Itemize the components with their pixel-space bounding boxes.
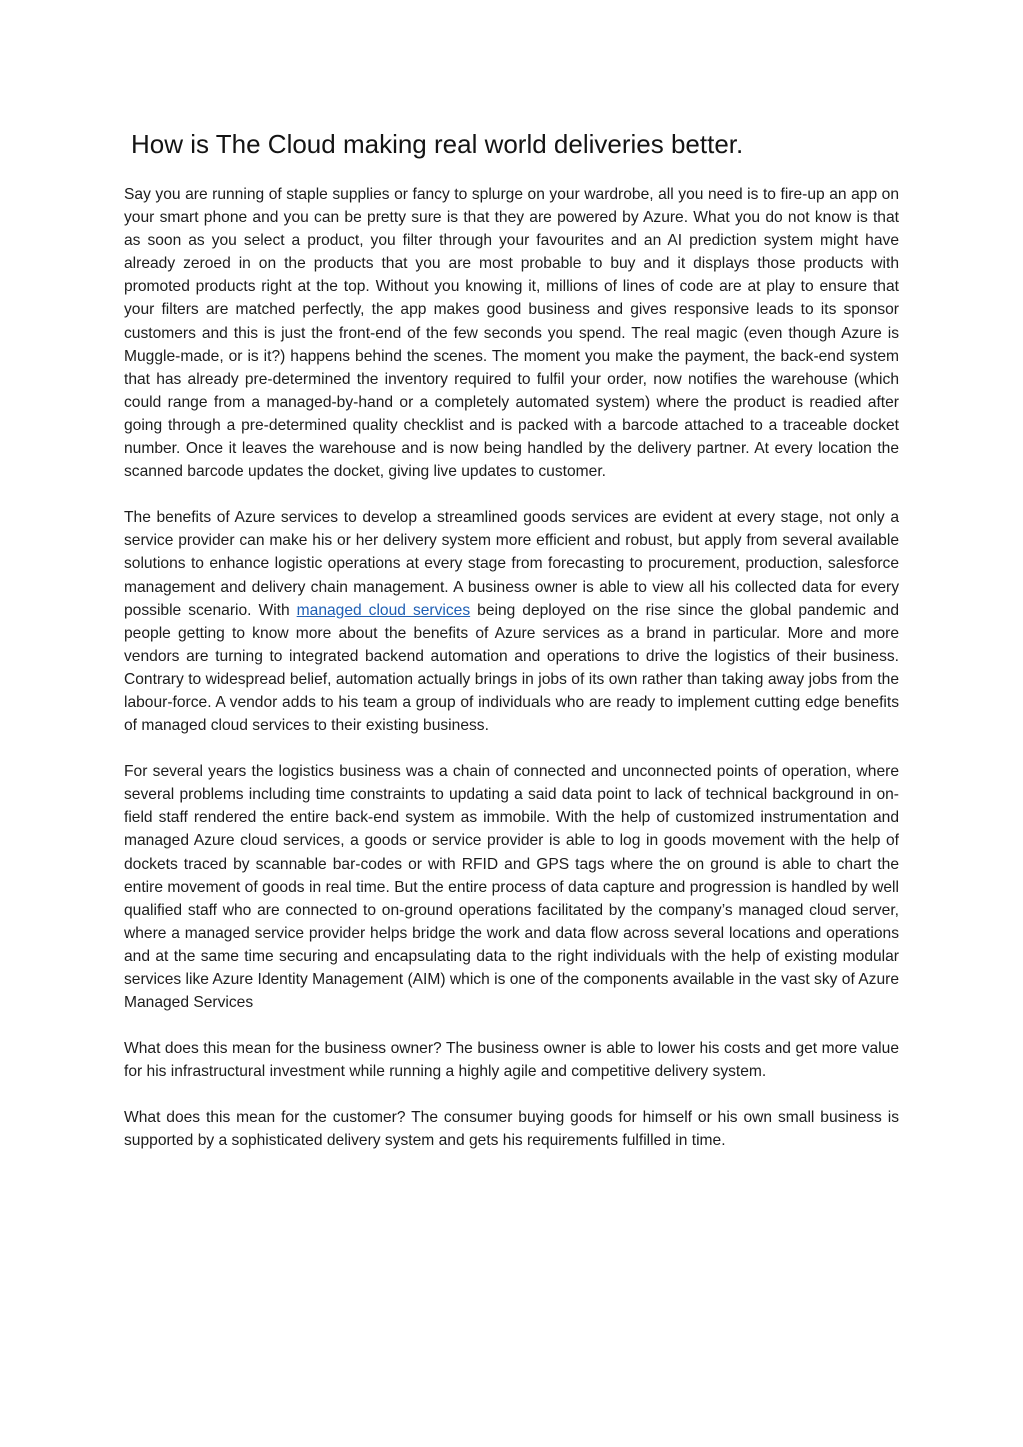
page-title: How is The Cloud making real world deliveries better. (131, 129, 744, 159)
paragraph-logistics: For several years the logistics business was a chain of connected and unconnected points of operation, where several problems including time constraints to updating a said data point to lack of technical background in on-field staff rendered the entire back-end system as immobile. With the help of customized instrumentation and managed Azure cloud services, a goods or service provider is able to log in goods movement with the help of dockets traced by scannable bar-codes or with RFID and GPS tags where the on ground is able to chart the entire movement of goods in real time. But the entire process of data capture and progression is handled by well qualified staff who are connected to on-ground operations facilitated by the company’s managed cloud server, where a managed service provider helps bridge the work and data flow across several locations and operations and at the same time securing and encapsulating data to the right individuals with the help of existing modular services like Azure Identity Management (AIM) which is one of the components available in the vast sky of Azure Managed Services (124, 763, 899, 1012)
paragraph-benefits (124, 506, 899, 737)
paragraph-benefits-text-after: being deployed on the rise since the global pandemic and people getting to know more about the benefits of Azure services as a brand in particular. More and more vendors are turning to integrated backend automation and operations to drive the logistics of their business. Contrary to widespread belief, automation actually brings in jobs of its own rather than taking away jobs from the labour-force. A vendor adds to his team a group of individuals who are ready to implement cutting edge benefits of managed cloud services to their existing business. (124, 601, 899, 735)
paragraph-intro: Say you are running of staple supplies or fancy to splurge on your wardrobe, all you need is to fire-up an app on your smart phone and you can be pretty sure is that they are powered by Azure. What you do not know is that as soon as you select a product, you filter through your favourites and an AI prediction system might have already zeroed in on the products that you are most probable to buy and it displays those products with promoted products right at the top. Without you knowing it, millions of lines of code are at play to ensure that your filters are matched perfectly, the app makes good business and gives responsive leads to its sponsor customers and this is just the front-end of the few seconds you spend. The real magic (even though Azure is Muggle-made, or is it?) happens behind the scenes. The moment you make the payment, the back-end system that has already pre-determined the inventory required to fulfil your order, now notifies the warehouse (which could range from a managed-by-hand or a completely automated system) where the product is readied after going through a pre-determined quality checklist and is packed with a barcode attached to a traceable docket number. Once it leaves the warehouse and is now being handled by the delivery partner. At every location the scanned barcode updates the docket, giving live updates to customer. (124, 186, 899, 481)
paragraph-benefits-text-before: The benefits of Azure services to develop a streamlined goods services are evident at every stage, not only a service provider can make his or her delivery system more efficient and robust, but apply from several available solutions to enhance logistic operations at every stage from forecasting to procurement, production, salesforce management and delivery chain management. A business owner is able to view all his collected data for every possible scenario. With (124, 509, 899, 619)
article-body (124, 183, 899, 1176)
managed-cloud-services-link[interactable]: managed cloud services (296, 601, 471, 619)
paragraph-customer: What does this mean for the customer? The consumer buying goods for himself or his own small business is supported by a sophisticated delivery system and gets his requirements fulfilled in time. (124, 1109, 899, 1150)
paragraph-business-owner: What does this mean for the business owner? The business owner is able to lower his costs and get more value for his infrastructural investment while running a highly agile and competitive delivery system. (124, 1040, 899, 1081)
